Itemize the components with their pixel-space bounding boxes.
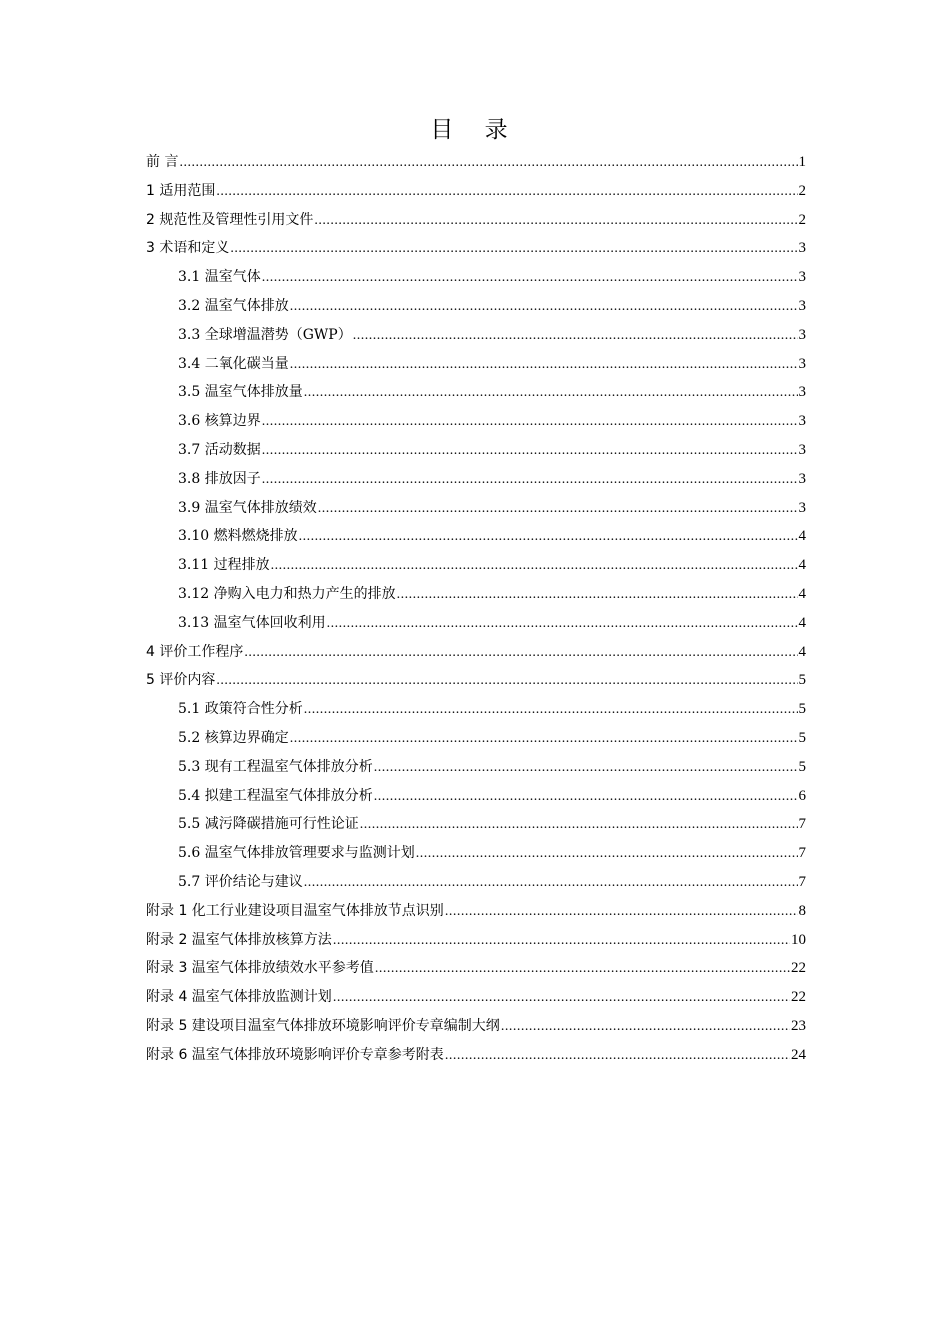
dot-leader	[216, 178, 797, 207]
dot-leader	[314, 207, 797, 236]
toc-entry-page-number: 7	[798, 845, 806, 862]
toc-entry-page-number: 4	[798, 614, 806, 631]
toc-entry[interactable]	[146, 465, 806, 494]
toc-entry-label: 3.7 活动数据	[178, 441, 261, 458]
dot-leader	[304, 696, 798, 725]
dot-leader	[445, 1042, 790, 1071]
toc-entry-page-number: 3	[798, 470, 806, 487]
toc-entry-label: 5.5 减污降碳措施可行性论证	[178, 816, 359, 833]
dot-leader	[244, 639, 797, 668]
toc-entry-page-number: 23	[791, 1017, 806, 1034]
toc-entry-label: 3.12 净购入电力和热力产生的排放	[178, 585, 396, 602]
toc-entry[interactable]	[146, 839, 806, 868]
toc-entry-label: 5.6 温室气体排放管理要求与监测计划	[178, 845, 415, 862]
toc-entry[interactable]	[146, 551, 806, 580]
toc-entry-page-number: 8	[798, 902, 806, 919]
toc-entry-page-number: 22	[791, 960, 806, 977]
toc-entry[interactable]	[146, 810, 806, 839]
toc-entry[interactable]	[146, 177, 806, 206]
toc-entry[interactable]	[146, 494, 806, 523]
toc-entry-label: 3.9 温室气体排放绩效	[178, 499, 317, 516]
toc-entry[interactable]	[146, 782, 806, 811]
toc-entry-label: 附录 2 温室气体排放核算方法	[146, 931, 332, 948]
dot-leader	[375, 955, 790, 984]
toc-entry[interactable]	[146, 1041, 806, 1070]
toc-entry[interactable]	[146, 263, 806, 292]
toc-entry[interactable]	[146, 1012, 806, 1041]
toc-entry-page-number: 3	[798, 297, 806, 314]
toc-entry[interactable]	[146, 407, 806, 436]
toc-entry-page-number: 3	[798, 441, 806, 458]
dot-leader	[445, 898, 798, 927]
dot-leader	[360, 811, 798, 840]
dot-leader	[374, 754, 798, 783]
table-of-contents	[146, 148, 806, 1070]
toc-entry[interactable]	[146, 148, 806, 177]
dot-leader	[416, 840, 798, 869]
toc-entry-page-number: 6	[798, 787, 806, 804]
toc-entry-label: 2 规范性及管理性引用文件	[146, 211, 314, 228]
toc-entry[interactable]	[146, 638, 806, 667]
toc-entry-label: 5.4 拟建工程温室气体排放分析	[178, 787, 373, 804]
toc-entry-page-number: 5	[798, 758, 806, 775]
dot-leader	[333, 927, 790, 956]
toc-entry-label: 附录 1 化工行业建设项目温室气体排放节点识别	[146, 902, 444, 919]
toc-entry[interactable]	[146, 695, 806, 724]
toc-entry[interactable]	[146, 206, 806, 235]
dot-leader	[501, 1013, 790, 1042]
toc-entry-page-number: 3	[798, 499, 806, 516]
dot-leader	[318, 495, 798, 524]
toc-entry-label: 5.1 政策符合性分析	[178, 701, 303, 718]
toc-entry[interactable]	[146, 753, 806, 782]
toc-entry-label: 3.5 温室气体排放量	[178, 384, 303, 401]
toc-entry[interactable]	[146, 983, 806, 1012]
toc-entry-page-number: 10	[791, 931, 806, 948]
dot-leader	[262, 437, 798, 466]
dot-leader	[262, 466, 798, 495]
dot-leader	[327, 610, 798, 639]
toc-entry[interactable]	[146, 522, 806, 551]
toc-entry-label: 3.1 温室气体	[178, 269, 261, 286]
toc-entry-label: 附录 4 温室气体排放监测计划	[146, 989, 332, 1006]
toc-entry-page-number: 3	[798, 413, 806, 430]
toc-entry[interactable]	[146, 868, 806, 897]
toc-entry-page-number: 3	[798, 384, 806, 401]
dot-leader	[262, 264, 798, 293]
toc-entry-page-number: 7	[798, 873, 806, 890]
toc-entry-label: 附录 5 建设项目温室气体排放环境影响评价专章编制大纲	[146, 1017, 500, 1034]
toc-entry-page-number: 5	[798, 672, 806, 689]
toc-entry-label: 附录 6 温室气体排放环境影响评价专章参考附表	[146, 1046, 444, 1063]
toc-entry-page-number: 4	[798, 643, 806, 660]
toc-entry-label: 3.8 排放因子	[178, 470, 261, 487]
toc-entry-page-number: 22	[791, 989, 806, 1006]
toc-entry-page-number: 2	[798, 211, 806, 228]
toc-entry-page-number: 3	[798, 355, 806, 372]
dot-leader	[290, 351, 798, 380]
dot-leader	[304, 869, 798, 898]
dot-leader	[230, 235, 797, 264]
toc-entry-page-number: 7	[798, 816, 806, 833]
toc-title: 目 录	[430, 117, 520, 143]
toc-entry-label: 3.13 温室气体回收利用	[178, 614, 326, 631]
toc-entry[interactable]	[146, 724, 806, 753]
toc-entry-label: 5.2 核算边界确定	[178, 729, 289, 746]
dot-leader	[271, 552, 798, 581]
toc-entry-page-number: 5	[798, 729, 806, 746]
dot-leader	[299, 523, 798, 552]
toc-entry-label: 5 评价内容	[146, 672, 216, 689]
toc-entry[interactable]	[146, 321, 806, 350]
toc-entry-label: 3.3 全球增温潜势（GWP）	[178, 326, 352, 343]
toc-entry[interactable]	[146, 350, 806, 379]
dot-leader	[333, 984, 790, 1013]
toc-entry-page-number: 4	[798, 528, 806, 545]
dot-leader	[216, 667, 797, 696]
toc-entry[interactable]	[146, 580, 806, 609]
dot-leader	[304, 379, 798, 408]
toc-entry-label: 3 术语和定义	[146, 240, 230, 257]
toc-entry[interactable]	[146, 954, 806, 983]
toc-entry-label: 1 适用范围	[146, 182, 216, 199]
toc-entry-page-number: 2	[798, 182, 806, 199]
toc-entry-label: 3.11 过程排放	[178, 557, 270, 574]
toc-entry[interactable]	[146, 436, 806, 465]
toc-entry-page-number: 5	[798, 701, 806, 718]
toc-entry-label: 附录 3 温室气体排放绩效水平参考值	[146, 960, 374, 977]
toc-entry[interactable]	[146, 234, 806, 263]
toc-entry-page-number: 24	[791, 1046, 806, 1063]
dot-leader	[397, 581, 798, 610]
toc-entry[interactable]	[146, 897, 806, 926]
toc-entry[interactable]	[146, 292, 806, 321]
toc-entry-label: 3.4 二氧化碳当量	[178, 355, 289, 372]
dot-leader	[262, 408, 798, 437]
toc-entry[interactable]	[146, 378, 806, 407]
toc-entry-label: 3.6 核算边界	[178, 413, 261, 430]
toc-entry-label: 前 言	[146, 154, 179, 170]
dot-leader	[290, 293, 798, 322]
toc-entry-page-number: 1	[798, 154, 806, 170]
toc-entry-page-number: 3	[798, 326, 806, 343]
toc-entry-label: 4 评价工作程序	[146, 643, 244, 660]
toc-entry[interactable]	[146, 926, 806, 955]
toc-entry-page-number: 3	[798, 240, 806, 257]
toc-entry-page-number: 4	[798, 557, 806, 574]
toc-entry-page-number: 4	[798, 585, 806, 602]
toc-entry-page-number: 3	[798, 269, 806, 286]
toc-entry-label: 3.2 温室气体排放	[178, 297, 289, 314]
toc-entry-label: 5.3 现有工程温室气体排放分析	[178, 758, 373, 775]
toc-entry[interactable]	[146, 609, 806, 638]
toc-entry-label: 3.10 燃料燃烧排放	[178, 528, 298, 545]
dot-leader	[353, 322, 798, 351]
dot-leader	[374, 783, 798, 812]
toc-entry-label: 5.7 评价结论与建议	[178, 873, 303, 890]
dot-leader	[290, 725, 798, 754]
toc-entry[interactable]	[146, 666, 806, 695]
dot-leader	[179, 149, 797, 178]
